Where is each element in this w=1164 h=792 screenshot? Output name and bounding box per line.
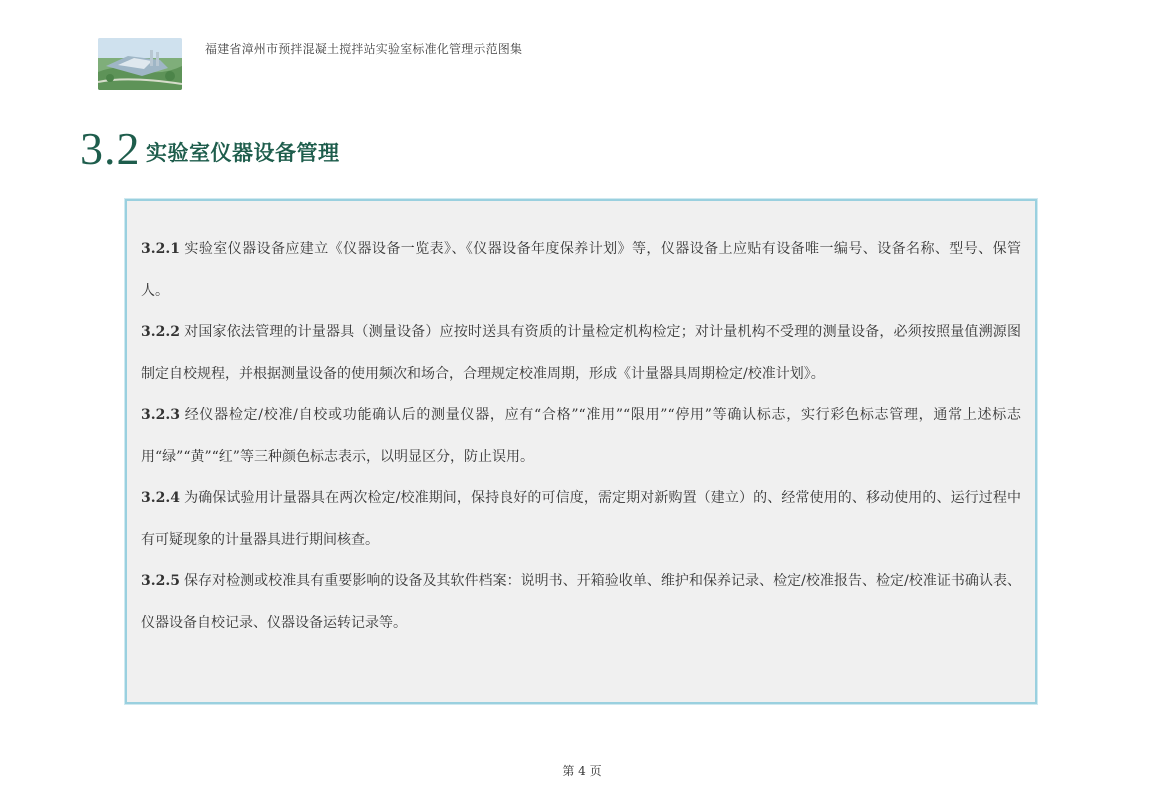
document-series-title: 福建省漳州市预拌混凝土搅拌站实验室标准化管理示范图集 xyxy=(205,42,523,56)
clause-3-2-5 xyxy=(141,561,1021,644)
page-number: 第 4 页 xyxy=(562,764,602,778)
clause-number: 3.2.5 xyxy=(141,573,180,589)
clause-box xyxy=(125,199,1037,704)
clause-3-2-2 xyxy=(141,312,1021,395)
clause-3-2-3 xyxy=(141,395,1021,478)
clause-3-2-4 xyxy=(141,478,1021,561)
clause-list xyxy=(141,229,1021,644)
clause-number: 3.2.3 xyxy=(141,407,180,423)
clause-number: 3.2.4 xyxy=(141,490,180,506)
clause-text: 实验室仪器设备应建立《仪器设备一览表》、《仪器设备年度保养计划》等，仪器设备上应贴有设备唯一编号、设备名称、型号、保管人。 xyxy=(141,241,1021,299)
clause-text: 保存对检测或校准具有重要影响的设备及其软件档案：说明书、开箱验收单、维护和保养记录、检定/校准报告、检定/校准证书确认表、仪器设备自校记录、仪器设备运转记录等。 xyxy=(141,573,1021,631)
clause-number: 3.2.1 xyxy=(141,241,180,257)
clause-number: 3.2.2 xyxy=(141,324,180,340)
clause-3-2-1 xyxy=(141,229,1021,312)
section-number: 3.2 xyxy=(80,123,141,174)
clause-text: 对国家依法管理的计量器具（测量设备）应按时送具有资质的计量检定机构检定；对计量机构不受理的测量设备，必须按照量值溯源图制定自校规程，并根据测量设备的使用频次和场合，合理规定校准周期，形成《计量器具周期检定/校准计划》。 xyxy=(141,324,1021,382)
clause-text: 经仪器检定/校准/自校或功能确认后的测量仪器，应有“合格”“准用”“限用”“停用”等确认标志，实行彩色标志管理，通常上述标志用“绿”“黄”“红”等三种颜色标志表示，以明显区分，防止误用。 xyxy=(141,407,1021,465)
clause-text: 为确保试验用计量器具在两次检定/校准期间，保持良好的可信度，需定期对新购置（建立）的、经常使用的、移动使用的、运行过程中有可疑现象的计量器具进行期间核查。 xyxy=(141,490,1021,548)
site-photo-icon xyxy=(98,38,182,90)
section-title: 实验室仪器设备管理 xyxy=(146,141,340,165)
